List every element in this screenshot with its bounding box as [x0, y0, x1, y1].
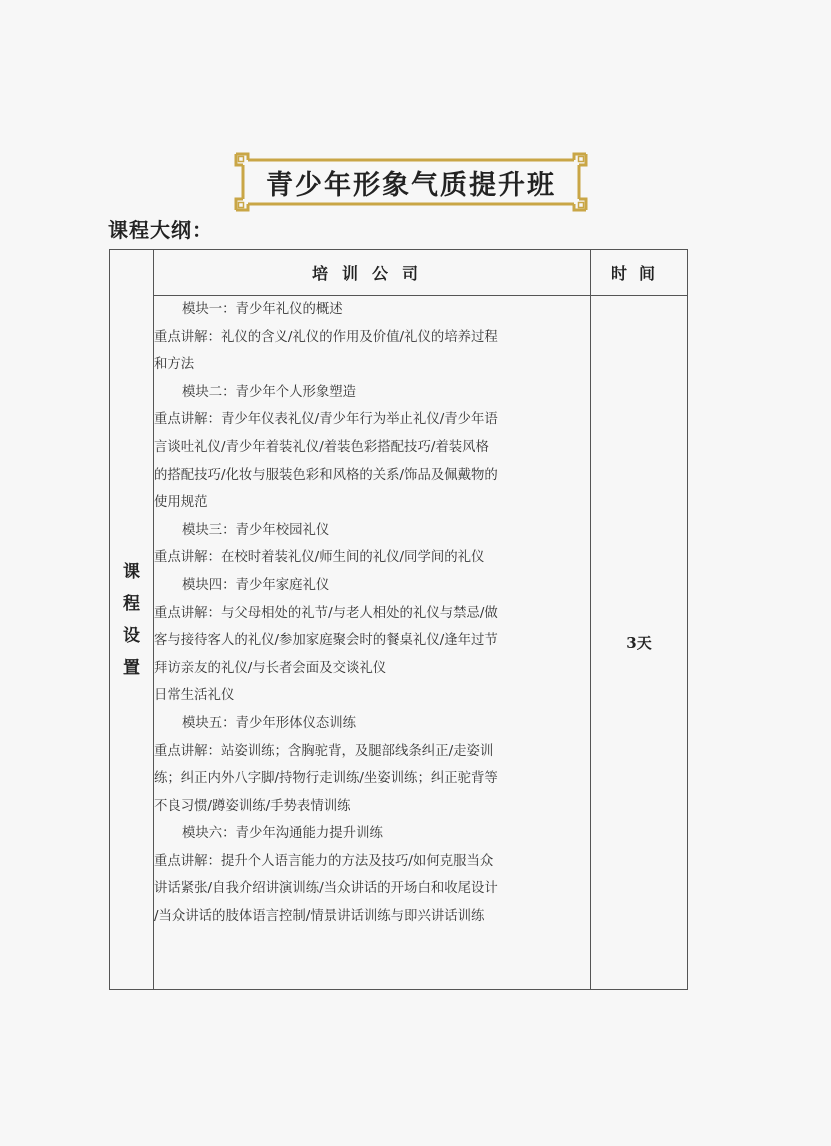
content-line: 重点讲解：与父母相处的礼节/与老人相处的礼仪与禁忌/做 — [154, 605, 498, 621]
content-line: 重点讲解：提升个人语言能力的方法及技巧/如何克服当众 — [154, 853, 494, 869]
content-line: 客与接待客人的礼仪/参加家庭聚会时的餐桌礼仪/逢年过节 — [154, 633, 498, 649]
title-banner — [234, 152, 588, 212]
content-line: 重点讲解：站姿训练；含胸驼背，及腿部线条纠正/走姿训 — [154, 743, 494, 759]
course-setup-label — [110, 250, 154, 990]
content-line: 重点讲解：礼仪的含义/礼仪的作用及价值/礼仪的培养过程 — [154, 329, 498, 345]
content-line: 模块二：青少年个人形象塑造 — [182, 384, 357, 400]
content-line: 模块三：青少年校园礼仪 — [182, 522, 330, 538]
content-line: 重点讲解：在校时着装礼仪/师生间的礼仪/同学间的礼仪 — [154, 550, 485, 566]
course-table — [109, 249, 688, 990]
content-line: 拜访亲友的礼仪/与长者会面及交谈礼仪 — [154, 660, 387, 676]
table-header-row — [110, 250, 688, 296]
side-char: 设 — [123, 625, 140, 646]
course-duration: 3天 — [591, 296, 688, 990]
content-line: 模块五：青少年形体仪态训练 — [182, 715, 357, 731]
content-line: 模块一：青少年礼仪的概述 — [182, 302, 343, 317]
content-line: 练；纠正内外八字脚/持物行走训练/坐姿训练；纠正驼背等 — [154, 771, 498, 787]
content-line: 使用规范 — [154, 495, 208, 511]
table-body-row — [110, 296, 688, 990]
content-line: 日常生活礼仪 — [154, 688, 235, 704]
content-line: 不良习惯/蹲姿训练/手势表情训练 — [154, 798, 351, 814]
header-time: 时间 — [591, 250, 688, 296]
side-char: 程 — [123, 593, 140, 614]
content-line: 模块四：青少年家庭礼仪 — [182, 577, 330, 593]
content-line: 讲话紧张/自我介绍讲演训练/当众讲话的开场白和收尾设计 — [154, 881, 498, 897]
content-line: /当众讲话的肢体语言控制/情景讲话训练与即兴讲话训练 — [154, 909, 485, 925]
content-line: 模块六：青少年沟通能力提升训练 — [182, 826, 383, 842]
page-title: 青少年形象气质提升班 — [266, 169, 556, 201]
header-training-company: 培训公司 — [154, 250, 591, 296]
side-char: 置 — [123, 657, 140, 678]
outline-label: 课程大纲： — [108, 218, 213, 242]
side-char: 课 — [123, 561, 140, 582]
content-line: 重点讲解：青少年仪表礼仪/青少年行为举止礼仪/青少年语 — [154, 412, 498, 428]
content-line: 的搭配技巧/化妆与服装色彩和风格的关系/饰品及佩戴物的 — [154, 467, 498, 483]
course-content — [154, 296, 591, 990]
content-line: 和方法 — [154, 357, 195, 373]
content-line: 言谈吐礼仪/青少年着装礼仪/着装色彩搭配技巧/着装风格 — [154, 439, 489, 455]
